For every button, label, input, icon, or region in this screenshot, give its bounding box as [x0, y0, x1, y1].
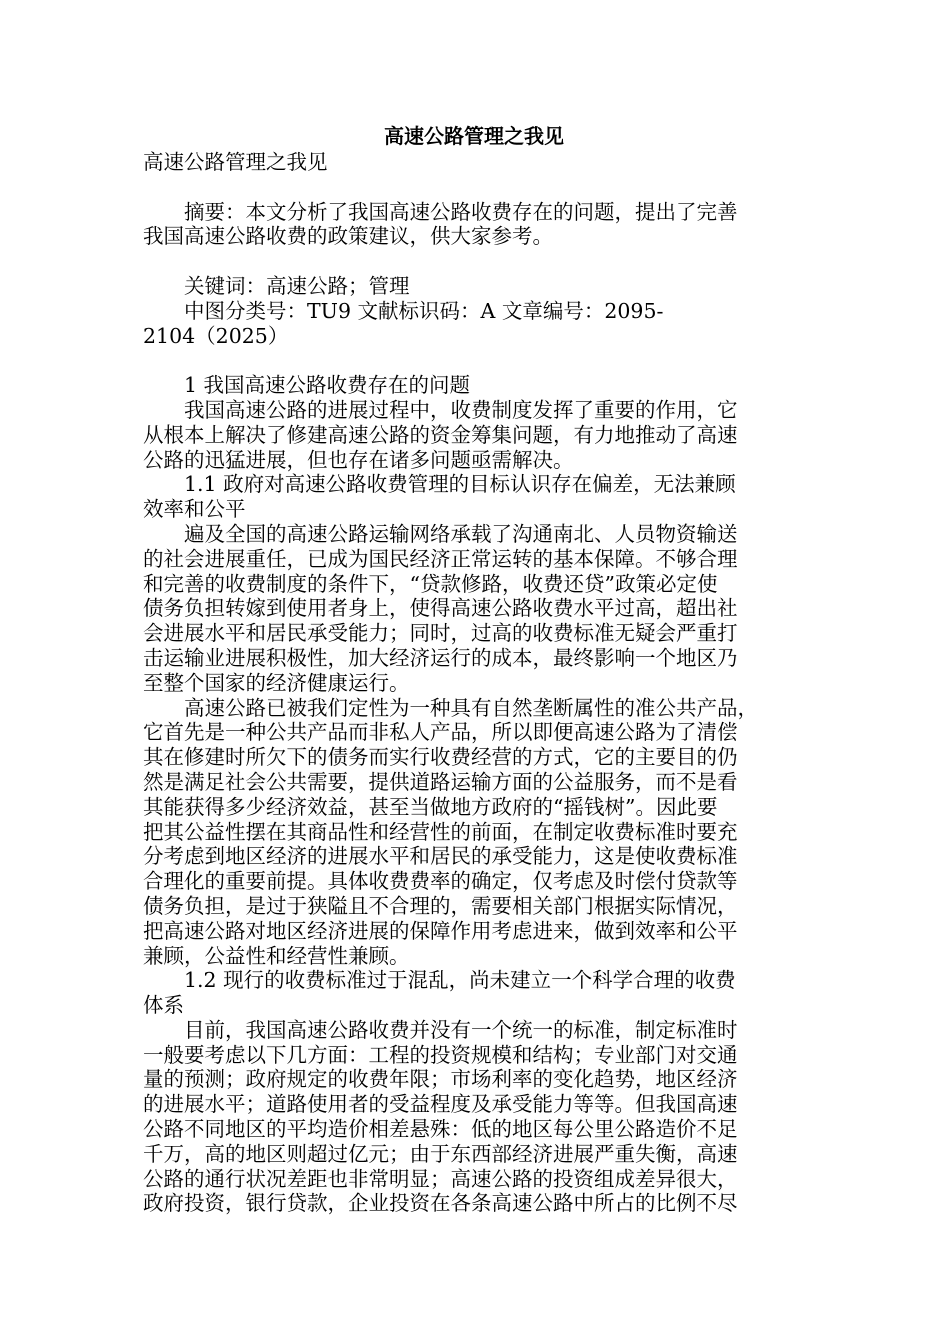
- body-line: 和完善的收费制度的条件下，“贷款修路，收费还贷”政策必定使: [143, 571, 718, 596]
- body-line: 合理化的重要前提。具体收费费率的确定，仅考虑及时偿付贷款等: [143, 869, 738, 894]
- body-line: 其在修建时所欠下的债务而实行收费经营的方式，它的主要目的仍: [143, 745, 738, 770]
- body-line: 量的预测；政府规定的收费年限；市场利率的变化趋势，地区经济: [143, 1067, 738, 1092]
- body-line: 公路的通行状况差距也非常明显；高速公路的投资组成差异很大，: [143, 1166, 738, 1191]
- blank-line: [143, 348, 805, 373]
- body-line: 其能获得多少经济效益，甚至当做地方政府的“摇钱树”。因此要: [143, 794, 718, 819]
- body-line: 兼顾，公益性和经营性兼顾。: [143, 943, 410, 968]
- body-line: 一般要考虑以下几方面：工程的投资规模和结构；专业部门对交通: [143, 1042, 738, 1067]
- blank-line: [143, 175, 805, 200]
- abstract-paragraph: [143, 200, 805, 250]
- document-page: [143, 118, 805, 1216]
- body-line: 从根本上解决了修建高速公路的资金筹集问题，有力地推动了高速: [143, 422, 738, 447]
- classification-line: 2104（2025）: [143, 323, 289, 348]
- body-line: 的社会进展重任，已成为国民经济正常运转的基本保障。不够合理: [143, 546, 738, 571]
- body-line: 公路不同地区的平均造价相差悬殊：低的地区每公里公路造价不足: [143, 1117, 738, 1142]
- body-line: 债务负担，是过于狭隘且不合理的，需要相关部门根据实际情况，: [143, 893, 738, 918]
- body-line: 我国高速公路的进展过程中，收费制度发挥了重要的作用，它: [143, 397, 738, 422]
- section-heading: 1 我国高速公路收费存在的问题: [143, 373, 471, 398]
- body-line: 目前，我国高速公路收费并没有一个统一的标准，制定标准时: [143, 1017, 738, 1042]
- body-line: 体系: [143, 993, 184, 1018]
- abstract-line: 我国高速公路收费的政策建议，供大家参考。: [143, 224, 553, 249]
- body-line: 击运输业进展积极性，加大经济运行的成本，最终影响一个地区乃: [143, 645, 738, 670]
- document-subtitle: 高速公路管理之我见: [143, 150, 328, 174]
- body-text: [143, 398, 805, 1216]
- body-line: 公路的迅猛进展，但也存在诸多问题亟需解决。: [143, 447, 574, 472]
- body-line: 1.1 政府对高速公路收费管理的目标认识存在偏差，无法兼顾: [143, 472, 736, 497]
- body-line: 分考虑到地区经济的进展水平和居民的承受能力，这是使收费标准: [143, 844, 738, 869]
- body-line: 效率和公平: [143, 497, 246, 522]
- abstract-line: 摘要：本文分析了我国高速公路收费存在的问题，提出了完善: [143, 199, 738, 224]
- body-line: 债务负担转嫁到使用者身上，使得高速公路收费水平过高，超出社: [143, 596, 738, 621]
- keywords-line: 关键词：高速公路；管理: [143, 273, 410, 298]
- body-line: 政府投资，银行贷款，企业投资在各条高速公路中所占的比例不尽: [143, 1191, 738, 1216]
- body-line: 高速公路已被我们定性为一种具有自然垄断属性的准公共产品，: [143, 695, 758, 720]
- body-line: 然是满足社会公共需要，提供道路运输方面的公益服务，而不是看: [143, 769, 738, 794]
- classification-line: 中图分类号：TU9 文献标识码：A 文章编号：2095-: [143, 298, 664, 323]
- body-line: 把其公益性摆在其商品性和经营性的前面，在制定收费标准时要充: [143, 819, 738, 844]
- body-line: 把高速公路对地区经济进展的保障作用考虑进来，做到效率和公平: [143, 918, 738, 943]
- body-line: 1.2 现行的收费标准过于混乱，尚未建立一个科学合理的收费: [143, 968, 736, 993]
- document-title: 高速公路管理之我见: [384, 124, 564, 148]
- body-line: 遍及全国的高速公路运输网络承载了沟通南北、人员物资输送: [143, 521, 738, 546]
- body-line: 它首先是一种公共产品而非私人产品，所以即便高速公路为了清偿: [143, 720, 738, 745]
- body-line: 会进展水平和居民承受能力；同时，过高的收费标准无疑会严重打: [143, 621, 738, 646]
- body-line: 的进展水平；道路使用者的受益程度及承受能力等等。但我国高速: [143, 1092, 738, 1117]
- body-line: 千万，高的地区则超过亿元；由于东西部经济进展严重失衡，高速: [143, 1141, 738, 1166]
- blank-line: [143, 249, 805, 274]
- body-line: 至整个国家的经济健康运行。: [143, 670, 410, 695]
